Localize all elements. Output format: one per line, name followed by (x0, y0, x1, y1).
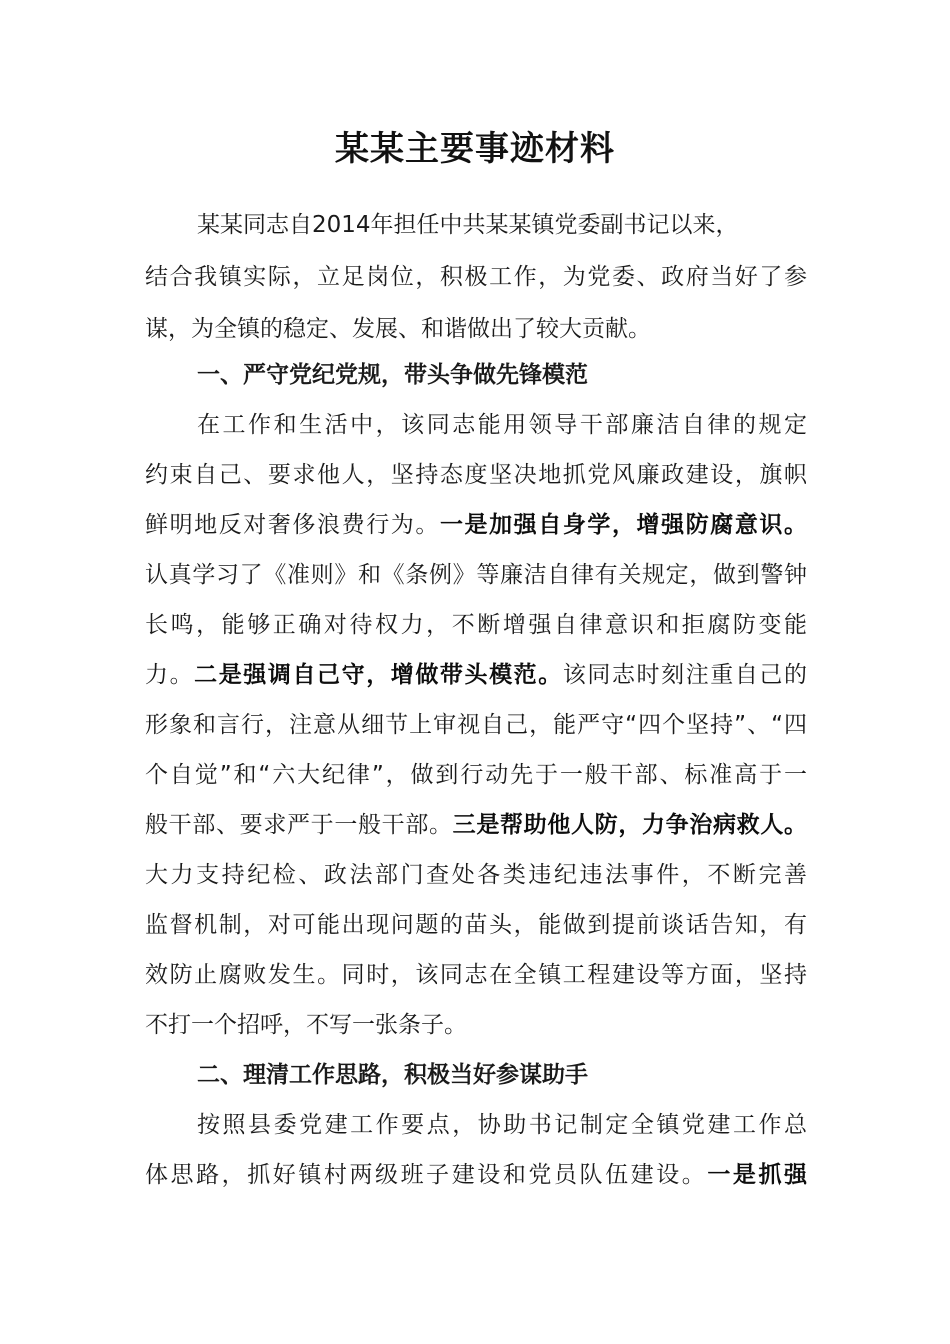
paragraph-1-line-9-text: 般干部、要求严于一般干部。 (145, 812, 453, 838)
paragraph-1-line-12: 效防止腐败发生。同时，该同志在全镇工程建设等方面，坚持 (145, 962, 807, 988)
paragraph-2-line-1: 按照县委党建工作要点，协助书记制定全镇党建工作总 (197, 1112, 807, 1138)
paragraph-1-line-9 (145, 800, 807, 850)
paragraph-intro-line-3: 谋，为全镇的稳定、发展、和谐做出了较大贡献。 (145, 316, 651, 342)
paragraph-intro-line-2: 结合我镇实际，立足岗位，积极工作，为党委、政府当好了参 (145, 264, 807, 290)
paragraph-1-line-3 (145, 500, 807, 550)
section-heading-1: 一、严守党纪党规，带头争做先锋模范 (197, 362, 588, 388)
key-point-4: 一是抓强 (707, 1162, 808, 1188)
section-heading-2: 二、理清工作思路，积极当好参谋助手 (197, 1062, 588, 1088)
key-point-1: 一是加强自身学，增强防腐意识。 (439, 512, 808, 538)
key-point-3: 三是帮助他人防，力争治病救人。 (452, 812, 808, 838)
paragraph-1-line-7: 形象和言行，注意从细节上审视自己，能严守“四个坚持”、“四 (145, 712, 807, 738)
paragraph-2-line-2-text: 体思路，抓好镇村两级班子建设和党员队伍建设。 (145, 1162, 708, 1188)
paragraph-1-line-5: 长鸣，能够正确对待权力，不断增强自律意识和拒腐防变能 (145, 612, 807, 638)
paragraph-1-line-10: 大力支持纪检、政法部门查处各类违纪违法事件，不断完善 (145, 862, 807, 888)
paragraph-2-line-2 (145, 1150, 807, 1200)
paragraph-1-line-13: 不打一个招呼，不写一张条子。 (145, 1012, 467, 1038)
key-point-2: 二是强调自己守，增做带头模范。 (194, 662, 563, 688)
paragraph-1-line-6 (145, 650, 807, 700)
paragraph-1-line-6-text-b: 该同志时刻注重自己的 (562, 662, 808, 688)
paragraph-1-line-3-text: 鲜明地反对奢侈浪费行为。 (145, 512, 440, 538)
paragraph-1-line-1: 在工作和生活中，该同志能用领导干部廉洁自律的规定 (197, 412, 807, 438)
paragraph-intro-line-1: 某某同志自2014年担任中共某某镇党委副书记以来， (197, 212, 739, 238)
paragraph-1-line-11: 监督机制，对可能出现问题的苗头，能做到提前谈话告知，有 (145, 912, 807, 938)
paragraph-1-line-8: 个自觉”和“六大纪律”，做到行动先于一般干部、标准高于一 (145, 762, 807, 788)
paragraph-1-line-2: 约束自己、要求他人，坚持态度坚决地抓党风廉政建设，旗帜 (145, 462, 807, 488)
paragraph-1-line-6-text-a: 力。 (145, 662, 195, 688)
paragraph-1-line-4: 认真学习了《准则》和《条例》等廉洁自律有关规定，做到警钟 (145, 562, 807, 588)
document-title: 某某主要事迹材料 (335, 129, 615, 169)
